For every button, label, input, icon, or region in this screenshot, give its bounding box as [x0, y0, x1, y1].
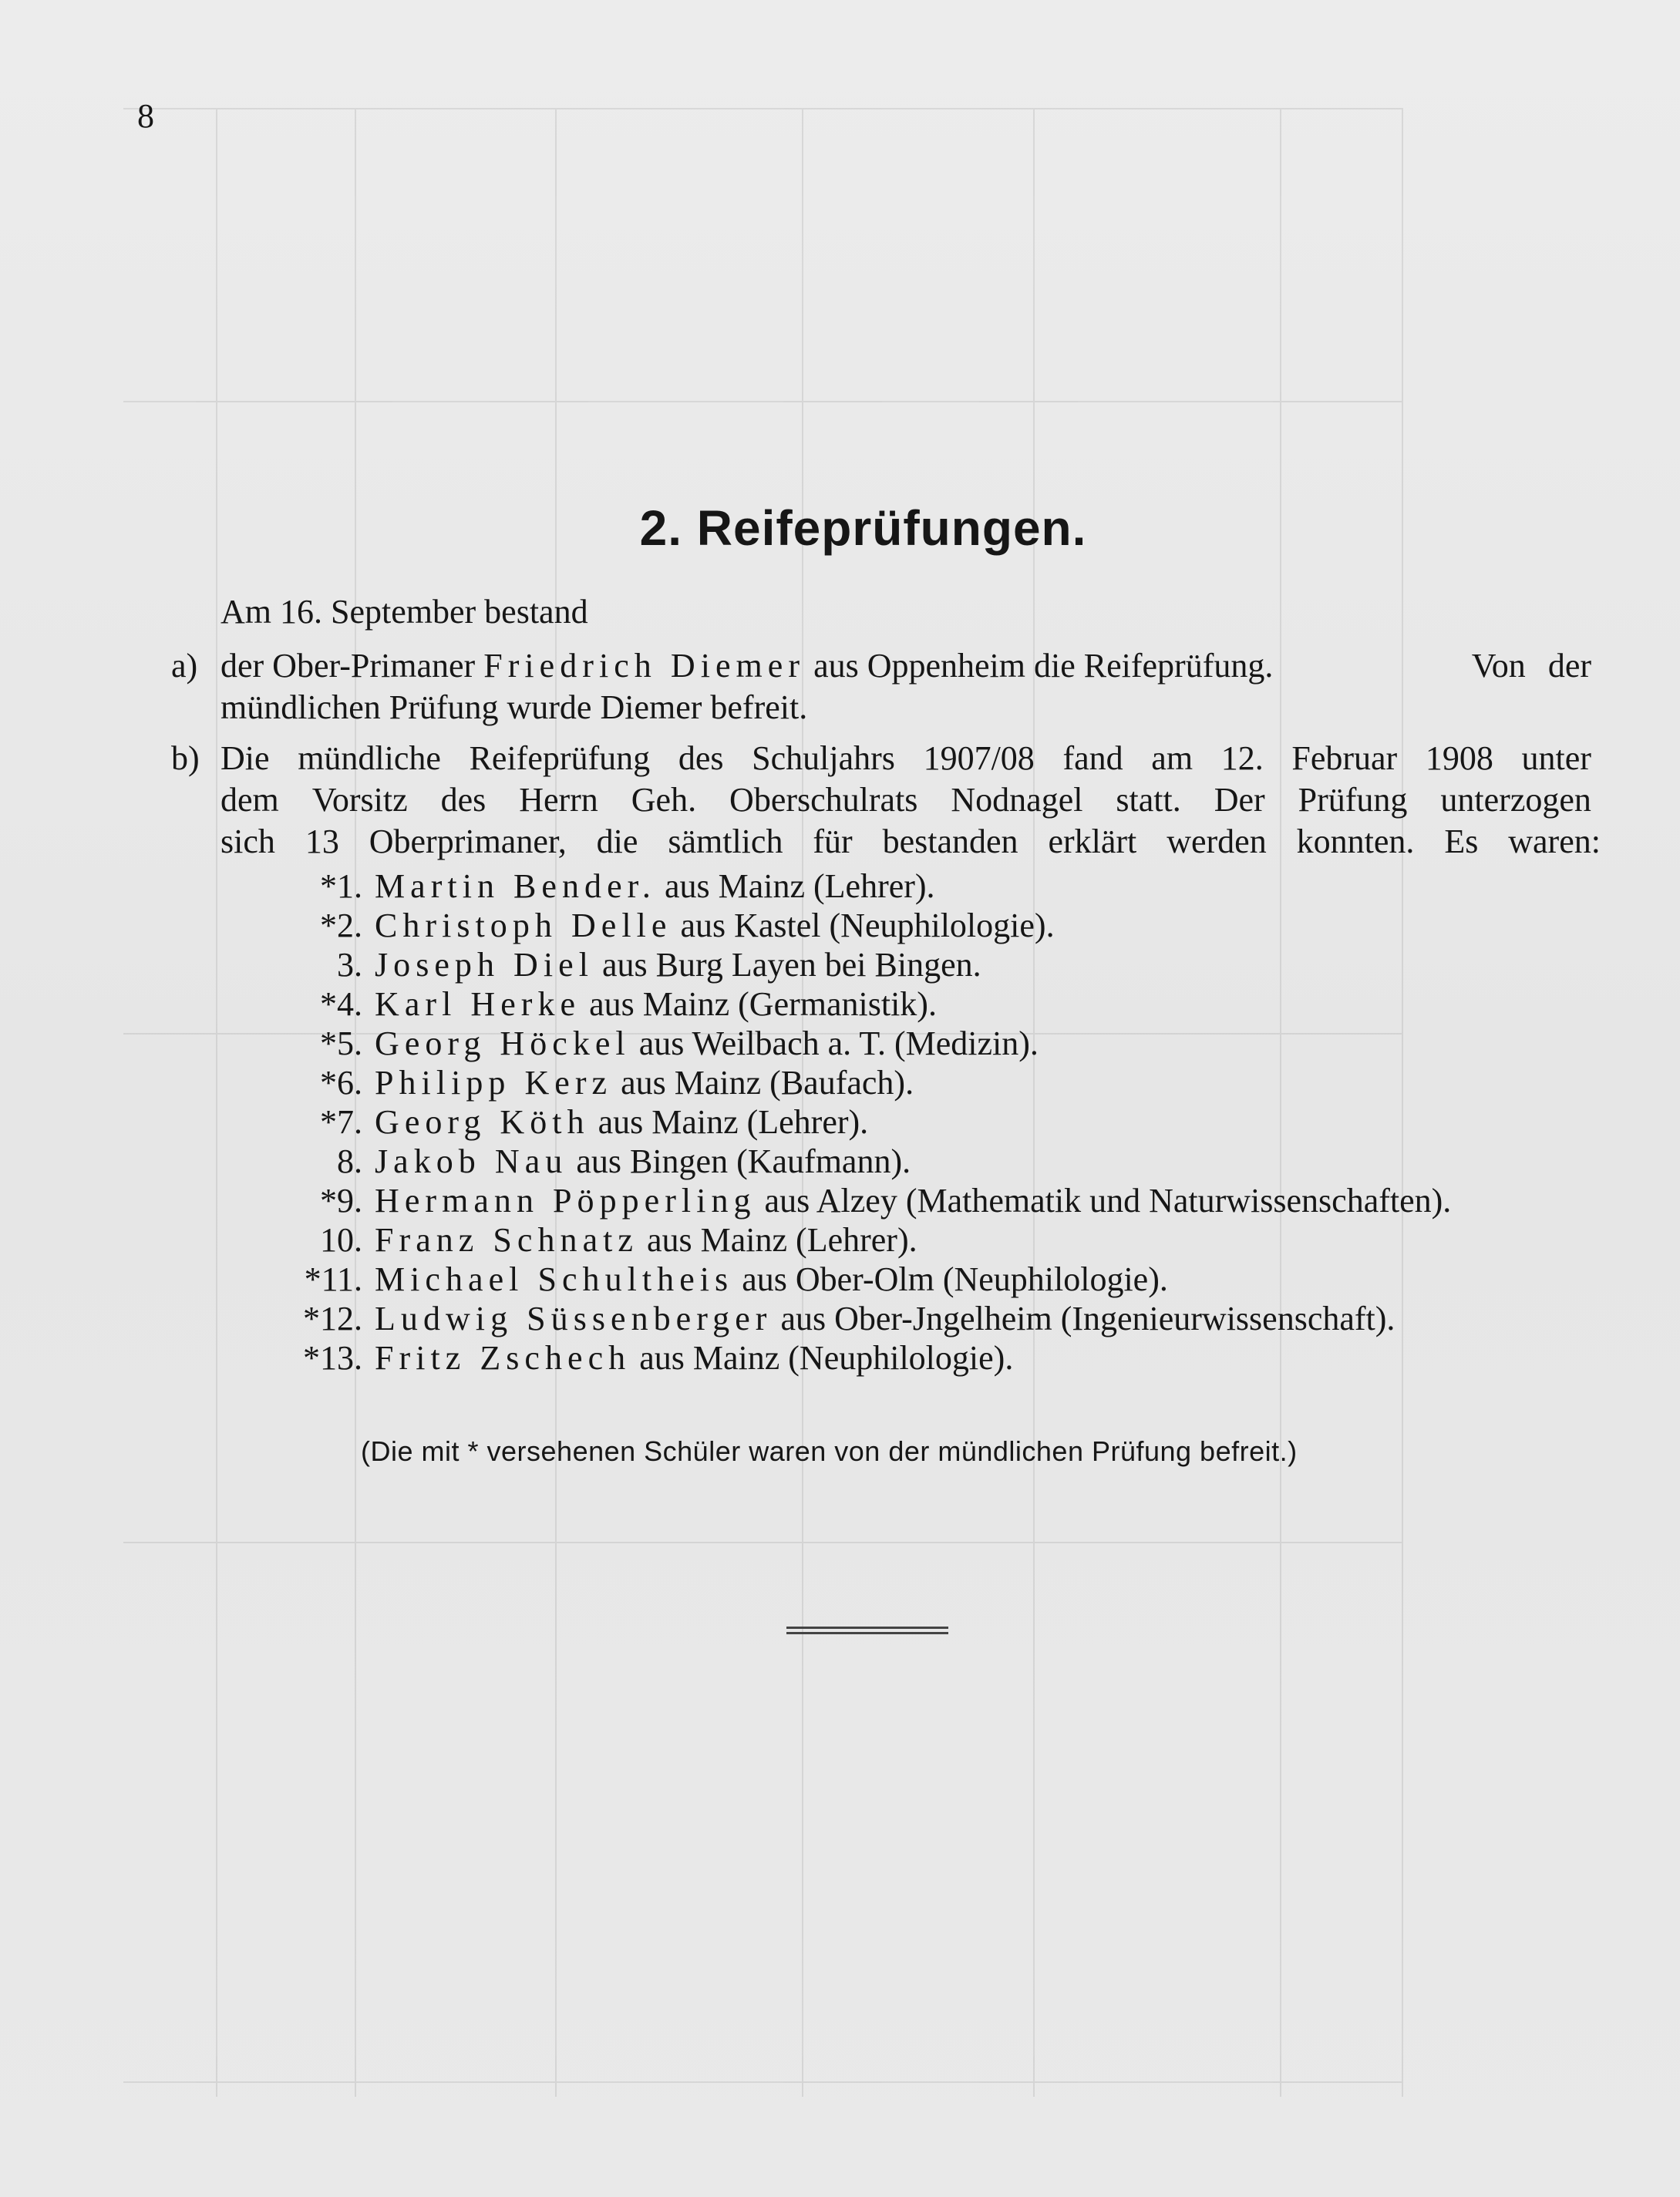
item-b-line-1	[221, 739, 1591, 778]
student-name: Franz Schnatz	[375, 1221, 638, 1259]
word: fand	[1062, 739, 1123, 777]
page-number: 8	[137, 97, 154, 135]
list-item	[0, 1024, 1680, 1063]
student-name: Fritz Zschech	[375, 1339, 631, 1377]
student-name: Philipp Kerz	[375, 1064, 613, 1102]
footnote: (Die mit * versehenen Schüler waren von der mündlichen Prüfung befreit.)	[361, 1435, 1298, 1467]
list-item-number: *12.	[303, 1300, 362, 1337]
student-details: aus Bingen (Kaufmann).	[576, 1142, 911, 1180]
list-item-number: *1.	[320, 867, 362, 905]
list-item	[0, 1299, 1680, 1338]
student-details: aus Mainz (Lehrer).	[598, 1103, 869, 1141]
word: Februar	[1291, 739, 1398, 777]
list-item-number: *7.	[320, 1103, 362, 1141]
closing-double-rule	[786, 1627, 948, 1637]
word: sämtlich	[668, 823, 783, 860]
word: waren:	[1508, 823, 1601, 860]
word: erklärt	[1048, 823, 1137, 860]
word: 12.	[1220, 739, 1264, 777]
student-name: Karl Herke	[375, 985, 581, 1023]
list-item	[0, 1063, 1680, 1102]
student-name: Jakob Nau	[375, 1142, 568, 1180]
list-item	[0, 945, 1680, 984]
word: Geh.	[631, 781, 697, 819]
student-details: aus Kastel (Neuphilologie).	[680, 907, 1055, 944]
item-a-label: a)	[171, 647, 198, 685]
student-details: aus Weilbach a. T. (Medizin).	[638, 1024, 1039, 1062]
list-item-number: 10.	[320, 1221, 362, 1259]
item-a-tail-2: der	[1547, 647, 1591, 685]
student-details: aus Ober-Jngelheim (Ingenieurwissenschaft).	[780, 1300, 1396, 1337]
student-details: aus Mainz (Lehrer).	[664, 867, 935, 905]
word: unterzogen	[1440, 781, 1591, 819]
item-a-post: aus Oppenheim die Reifeprüfung.	[813, 647, 1274, 685]
word: für	[813, 823, 853, 860]
word: statt.	[1116, 781, 1181, 819]
word: sich	[221, 823, 275, 860]
student-details: aus Mainz (Neuphilologie).	[639, 1339, 1014, 1377]
list-item-number: *13.	[303, 1339, 362, 1377]
word: werden	[1167, 823, 1267, 860]
student-name: Hermann Pöpperling	[375, 1182, 756, 1220]
student-details: aus Mainz (Lehrer).	[647, 1221, 917, 1259]
word: konnten.	[1296, 823, 1415, 860]
word: Reifeprüfung	[469, 739, 651, 777]
word: Prüfung	[1298, 781, 1408, 819]
word: Herrn	[519, 781, 598, 819]
student-name: Georg Höckel	[375, 1024, 631, 1062]
item-b-label: b)	[171, 739, 200, 777]
student-details: aus Ober-Olm (Neuphilologie).	[742, 1260, 1168, 1298]
list-item	[0, 1220, 1680, 1260]
student-name: Joseph Diel	[375, 946, 594, 984]
student-name: Christoph Delle	[375, 907, 672, 944]
item-a-line-1	[221, 646, 1591, 685]
word: des	[678, 739, 724, 777]
word: Vorsitz	[311, 781, 408, 819]
list-item	[0, 866, 1680, 906]
word: unter	[1521, 739, 1591, 777]
student-name: Martin Bender.	[375, 867, 656, 905]
intro-line: Am 16. September bestand	[221, 593, 588, 631]
section-heading: 2. Reifeprüfungen.	[639, 500, 1087, 556]
word: 1907/08	[923, 739, 1035, 777]
item-a-name: Friedrich Diemer	[483, 647, 806, 685]
item-a-tail-1: Von	[1471, 647, 1526, 685]
word: Es	[1444, 823, 1479, 860]
word: 1908	[1425, 739, 1493, 777]
list-item-number: *11.	[304, 1260, 362, 1298]
student-details: aus Mainz (Baufach).	[621, 1064, 914, 1102]
student-details: aus Burg Layen bei Bingen.	[601, 946, 981, 984]
word: Der	[1214, 781, 1265, 819]
word: Oberprimaner,	[369, 823, 567, 860]
list-item-number: *5.	[320, 1024, 362, 1062]
item-b-line-3	[221, 822, 1601, 861]
student-list	[0, 866, 1680, 1378]
student-name: Ludwig Süssenberger	[375, 1300, 773, 1337]
list-item	[0, 984, 1680, 1024]
word: mündliche	[298, 739, 441, 777]
word: des	[440, 781, 486, 819]
list-item	[0, 1102, 1680, 1142]
list-item	[0, 1181, 1680, 1220]
list-item	[0, 1142, 1680, 1181]
word: Oberschulrats	[729, 781, 918, 819]
list-item-number: *4.	[320, 985, 362, 1023]
item-a-pre: der Ober-Primaner	[221, 647, 476, 685]
student-name: Michael Schultheis	[375, 1260, 734, 1298]
list-item	[0, 906, 1680, 945]
word: bestanden	[882, 823, 1018, 860]
list-item-number: 8.	[337, 1142, 362, 1180]
item-b-line-2	[221, 780, 1591, 819]
list-item-number: *6.	[320, 1064, 362, 1102]
list-item-number: *9.	[320, 1182, 362, 1220]
word: 13	[305, 823, 339, 860]
list-item-number: 3.	[337, 946, 362, 984]
student-name: Georg Köth	[375, 1103, 590, 1141]
list-item	[0, 1338, 1680, 1378]
list-item-number: *2.	[320, 907, 362, 944]
student-details: aus Mainz (Germanistik).	[589, 985, 937, 1023]
word: die	[596, 823, 638, 860]
word: Schuljahrs	[752, 739, 895, 777]
word: Die	[221, 739, 270, 777]
item-a-line-2: mündlichen Prüfung wurde Diemer befreit.	[221, 688, 808, 726]
word: dem	[221, 781, 279, 819]
student-details: aus Alzey (Mathematik und Naturwissenschaften).	[764, 1182, 1452, 1220]
word: Nodnagel	[951, 781, 1083, 819]
word: am	[1151, 739, 1194, 777]
list-item	[0, 1260, 1680, 1299]
